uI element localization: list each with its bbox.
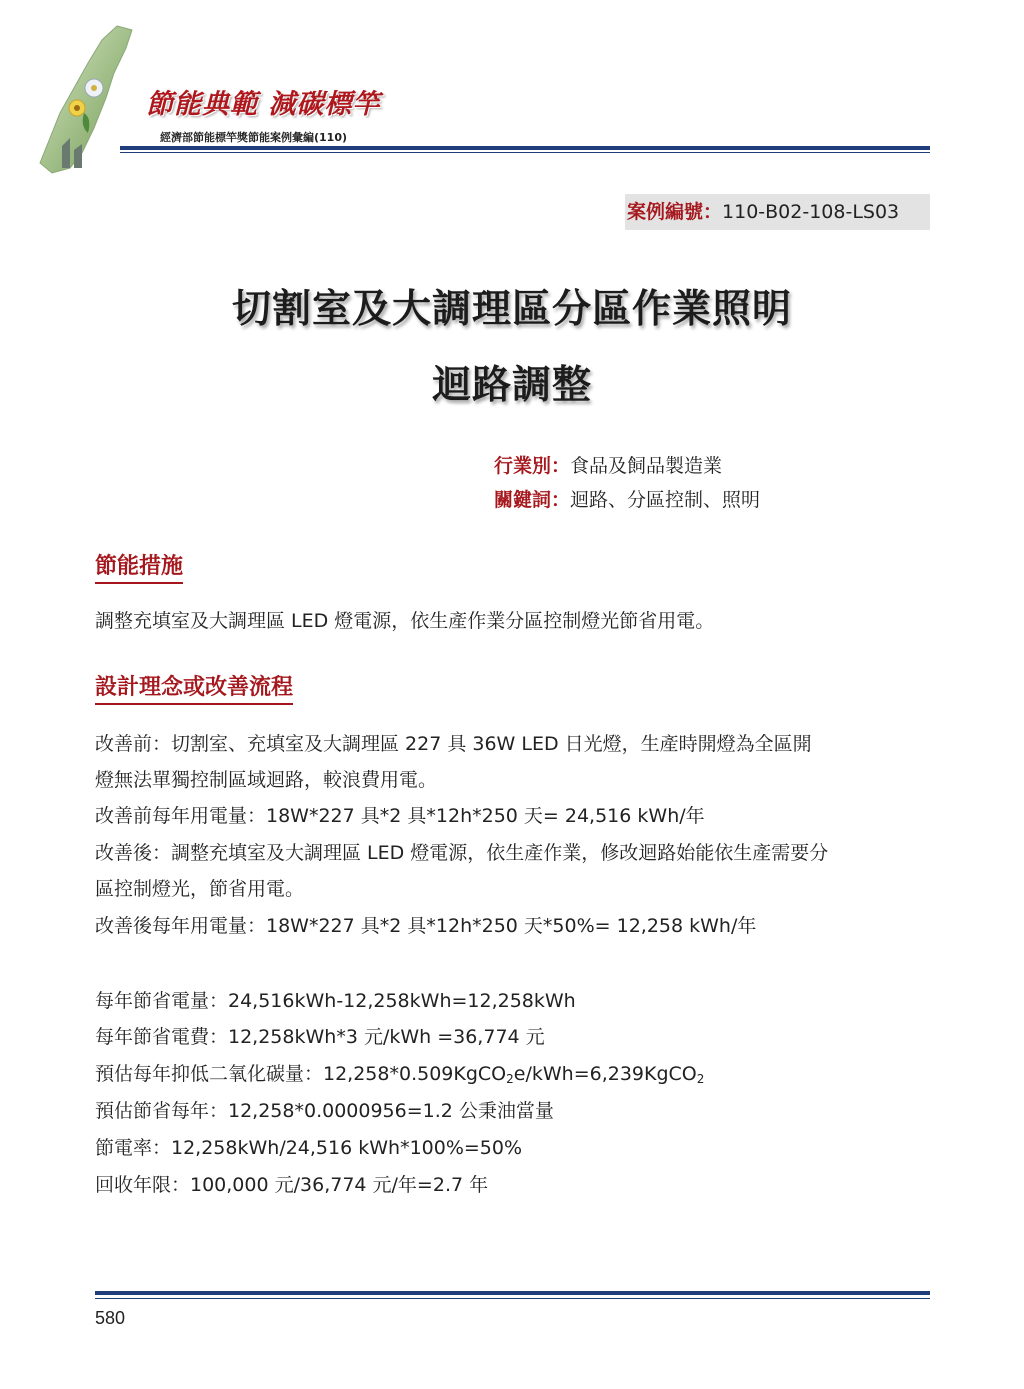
co2-prefix: 預估每年抑低二氧化碳量：12,258*0.509KgCO bbox=[95, 1063, 507, 1085]
series-subtitle: 經濟部節能標竿獎節能案例彙編(110) bbox=[160, 131, 348, 144]
section-heading-measure: 節能措施 bbox=[95, 549, 183, 584]
after-usage-line: 改善後每年用電量：18W*227 具*2 具*12h*250 天*50%= 12,258 kWh/年 bbox=[95, 915, 757, 937]
page-number: 580 bbox=[95, 1308, 126, 1328]
footer-divider bbox=[95, 1291, 930, 1295]
measure-paragraph: 調整充填室及大調理區 LED 燈電源，依生產作業分區控制燈光節省用電。 bbox=[95, 610, 715, 632]
saving-rate-line: 節電率：12,258kWh/24,516 kWh*100%=50% bbox=[95, 1137, 523, 1159]
footer-divider-thin bbox=[95, 1298, 930, 1299]
after-line-1: 改善後：調整充填室及大調理區 LED 燈電源，依生產作業，修改迴路始能依生產需要分 bbox=[95, 842, 829, 864]
industry-row bbox=[494, 451, 722, 478]
co2-subscript-1: 2 bbox=[506, 1072, 514, 1086]
before-line-1: 改善前：切割室、充填室及大調理區 227 具 36W LED 日光燈，生產時開燈為全區開 bbox=[95, 733, 812, 755]
case-number-label: 案例編號： bbox=[627, 201, 723, 223]
series-title: 節能典範 減碳標竿 bbox=[146, 89, 381, 120]
oil-saving-line: 預估節省每年：12,258*0.0000956=1.2 公秉油當量 bbox=[95, 1100, 554, 1122]
keywords-row bbox=[494, 485, 760, 512]
taiwan-map-logo-icon bbox=[22, 18, 142, 178]
page-title-line-1: 切割室及大調理區分區作業照明 bbox=[231, 287, 792, 332]
header-divider bbox=[120, 146, 930, 150]
keywords-label: 關鍵詞： bbox=[494, 489, 571, 511]
industry-label: 行業別： bbox=[494, 455, 571, 477]
co2-subscript-2: 2 bbox=[696, 1072, 705, 1086]
header-divider-thin bbox=[120, 152, 930, 153]
after-line-2: 區控制燈光，節省用電。 bbox=[95, 878, 305, 900]
saving-cost-line: 每年節省電費：12,258kWh*3 元/kWh =36,774 元 bbox=[95, 1026, 545, 1048]
payback-line: 回收年限：100,000 元/36,774 元/年=2.7 年 bbox=[95, 1174, 489, 1196]
before-line-2: 燈無法單獨控制區域迴路，較浪費用電。 bbox=[95, 769, 438, 791]
keywords-value: 迴路、分區控制、照明 bbox=[570, 489, 761, 511]
page-title-line-2: 迴路調整 bbox=[431, 363, 592, 408]
before-usage-line: 改善前每年用電量：18W*227 具*2 具*12h*250 天= 24,516 kWh/年 bbox=[95, 805, 705, 827]
co2-middle: e/kWh=6,239KgCO bbox=[513, 1063, 697, 1085]
case-number-box bbox=[625, 194, 930, 230]
co2-reduction-line bbox=[95, 1059, 704, 1086]
industry-value: 食品及飼品製造業 bbox=[570, 455, 723, 477]
saving-kwh-line: 每年節省電量：24,516kWh-12,258kWh=12,258kWh bbox=[95, 990, 576, 1012]
section-heading-design: 設計理念或改善流程 bbox=[95, 670, 293, 705]
case-number-value: 110-B02-108-LS03 bbox=[722, 201, 900, 223]
